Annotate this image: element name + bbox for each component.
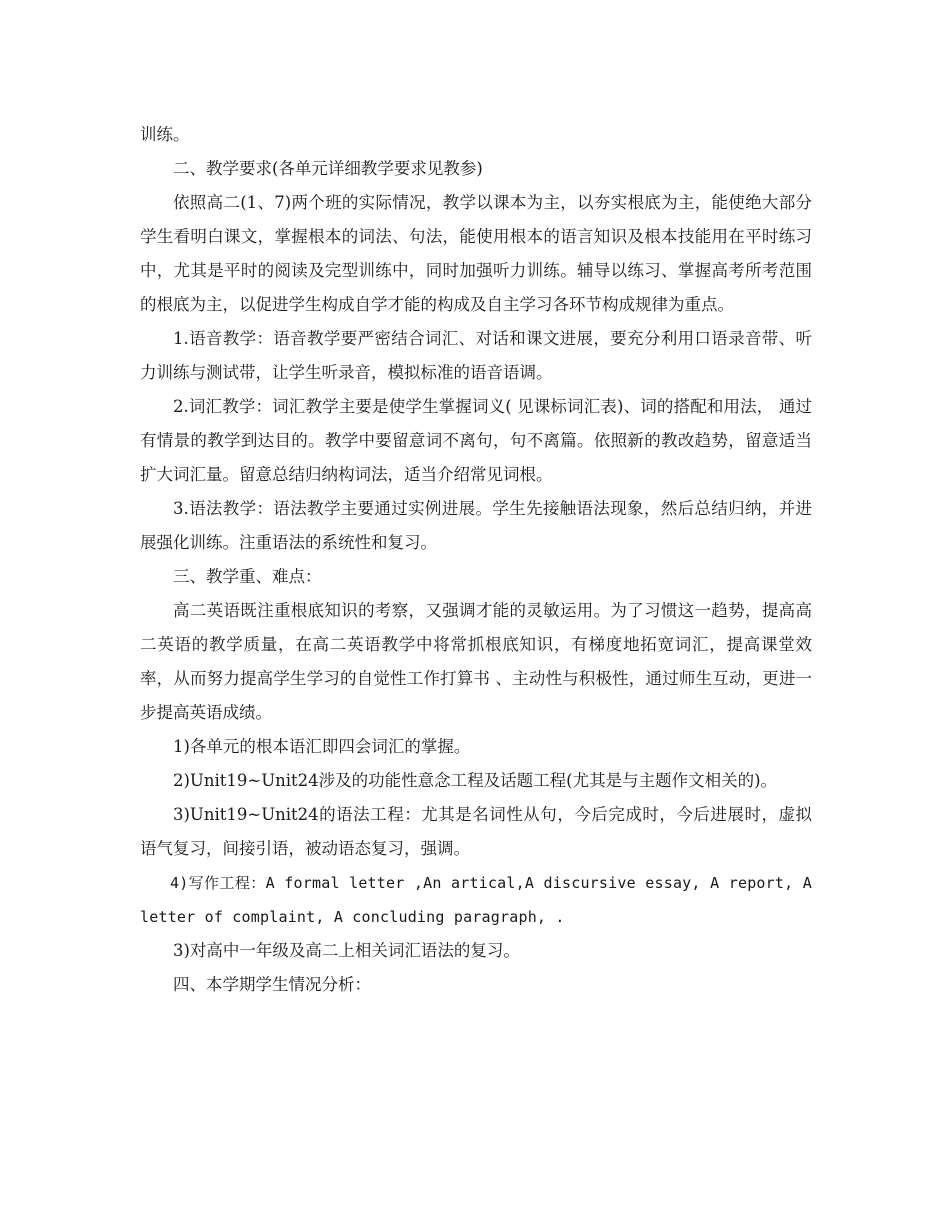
item-phonetics-teaching: 1.语音教学：语音教学要严密结合词汇、对话和课文进展，要充分利用口语录音带、听力训练与测试带，让学生听录音，模拟标准的语音语调。 [140,329,812,382]
item-writing-projects: 4)写作工程：A formal letter ,An artical,A discursive essay, A report, A letter of complaint, A concluding paragraph, . [140,874,812,926]
paragraph-key-points-intro: 高二英语既注重根底知识的考察，又强调才能的灵敏运用。为了习惯这一趋势，提高高二英语的教学质量，在高二英语教学中将常抓根底知识，有梯度地拓宽词汇，提高课堂效率，从而努力提高学生学习的自觉性工作打算书 、主动性与积极性，通过师生互动，更进一步提高英语成绩。 [140,601,812,722]
document-body [140,118,812,1002]
item-grammar-teaching: 3.语法教学：语法教学主要通过实例进展。学生先接触语法现象，然后总结归纳，并进展强化训练。注重语法的系统性和复习。 [140,499,812,552]
item-functional-topics: 2)Unit19~Unit24涉及的功能性意念工程及话题工程(尤其是与主题作文相关的)。 [173,771,778,790]
heading-student-analysis: 四、本学期学生情况分析： [173,975,371,994]
heading-teaching-requirements: 二、教学要求(各单元详细教学要求见教参) [173,159,483,178]
paragraph-class-situation: 依照高二(1、7)两个班的实际情况，教学以课本为主，以夯实根底为主，能使绝大部分学生看明白课文，掌握根本的词法、句法，能使用根本的语言知识及根本技能用在平时练习中，尤其是平时的阅读及完型训练中，同时加强听力训练。辅导以练习、掌握高考所考范围的根底为主，以促进学生构成自学才能的构成及自主学习各环节构成规律为重点。 [140,193,812,314]
item-grammar-projects: 3)Unit19~Unit24的语法工程：尤其是名词性从句，今后完成时，今后进展时，虚拟语气复习，间接引语，被动语态复习，强调。 [140,805,812,858]
heading-key-difficult-points: 三、教学重、难点： [173,567,322,586]
item-unit-vocabulary: 1)各单元的根本语汇即四会词汇的掌握。 [173,737,471,756]
item-review: 3)对高中一年级及高二上相关词汇语法的复习。 [173,941,520,960]
paragraph-training-end: 训练。 [140,125,190,144]
item-vocabulary-teaching: 2.词汇教学：词汇教学主要是使学生掌握词义( 见课标词汇表)、词的搭配和用法， 通过有情景的教学到达目的。教学中要留意词不离句，句不离篇。依照新的教改趋势，留意适当扩大词汇量。留意总结归纳构词法，适当介绍常见词根。 [140,397,812,484]
